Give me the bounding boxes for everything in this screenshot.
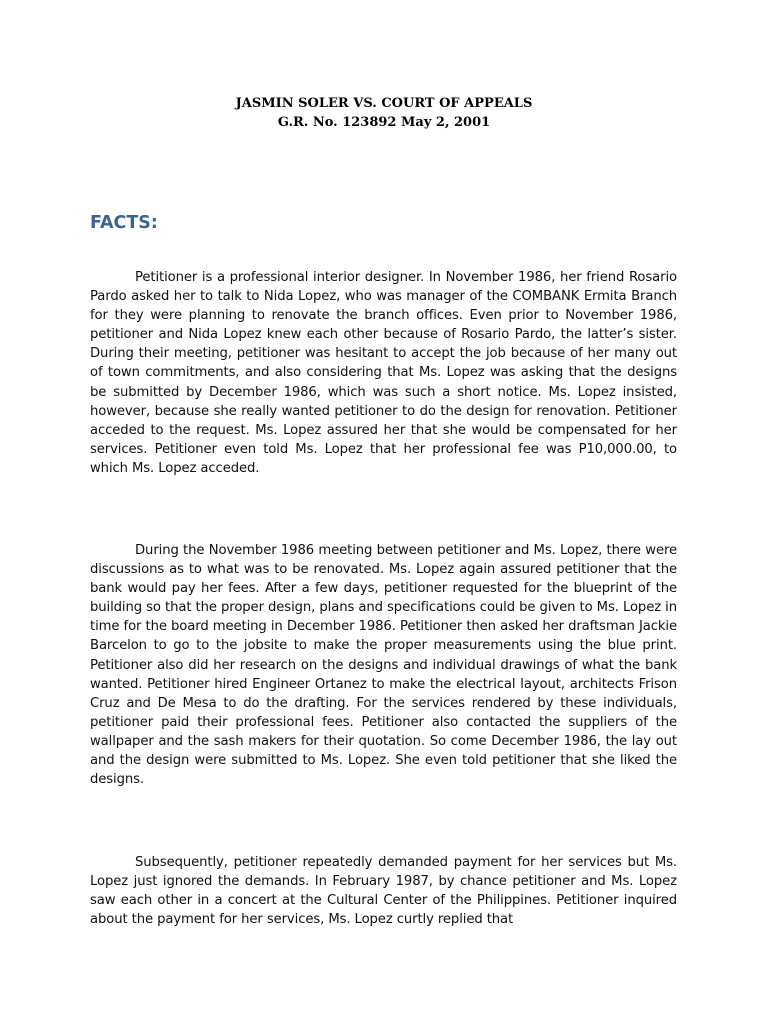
case-citation: G.R. No. 123892 May 2, 2001: [277, 115, 491, 130]
case-title: JASMIN SOLER VS. COURT OF APPEALS: [235, 96, 533, 111]
facts-paragraph-1: Petitioner is a professional interior designer. In November 1986, her friend Rosario Pardo asked her to talk to Nida Lopez, who was manager of the COMBANK Ermita Branch for they were planning to renovate the branch offices. Even prior to November 1986, petitioner and Nida Lopez knew each other because of Rosario Pardo, the latter’s sister. During their meeting, petitioner was hesitant to accept the job because of her many out of town commitments, and also considering that Ms. Lopez was asking that the designs be submitted by December 1986, which was such a short notice. Ms. Lopez insisted, however, because she really wanted petitioner to do the design for renovation. Petitioner acceded to the request. Ms. Lopez assured her that she would be compensated for her services. Petitioner even told Ms. Lopez that her professional fee was P10,000.00, to which Ms. Lopez acceded.: [90, 270, 677, 476]
facts-heading: FACTS:: [90, 213, 158, 233]
facts-paragraph-2: During the November 1986 meeting between petitioner and Ms. Lopez, there were discussions as to what was to be renovated. Ms. Lopez again assured petitioner that the bank would pay her fees. After a few days, petitioner requested for the blueprint of the building so that the proper design, plans and specifications could be given to Ms. Lopez in time for the board meeting in December 1986. Petitioner then asked her draftsman Jackie Barcelon to go to the jobsite to make the proper measurements using the blue print. Petitioner also did her research on the designs and individual drawings of what the bank wanted. Petitioner hired Engineer Ortanez to make the electrical layout, architects Frison Cruz and De Mesa to do the drafting. For the services rendered by these individuals, petitioner paid their professional fees. Petitioner also contacted the suppliers of the wallpaper and the sash makers for their quotation. So come December 1986, the lay out and the design were submitted to Ms. Lopez. She even told petitioner that she liked the designs.: [90, 543, 677, 788]
case-title-block: [0, 94, 768, 132]
facts-paragraph-3: Subsequently, petitioner repeatedly demanded payment for her services but Ms. Lopez just ignored the demands. In February 1987, by chance petitioner and Ms. Lopez saw each other in a concert at the Cultural Center of the Philippines. Petitioner inquired about the payment for her services, Ms. Lopez curtly replied that: [90, 855, 677, 928]
